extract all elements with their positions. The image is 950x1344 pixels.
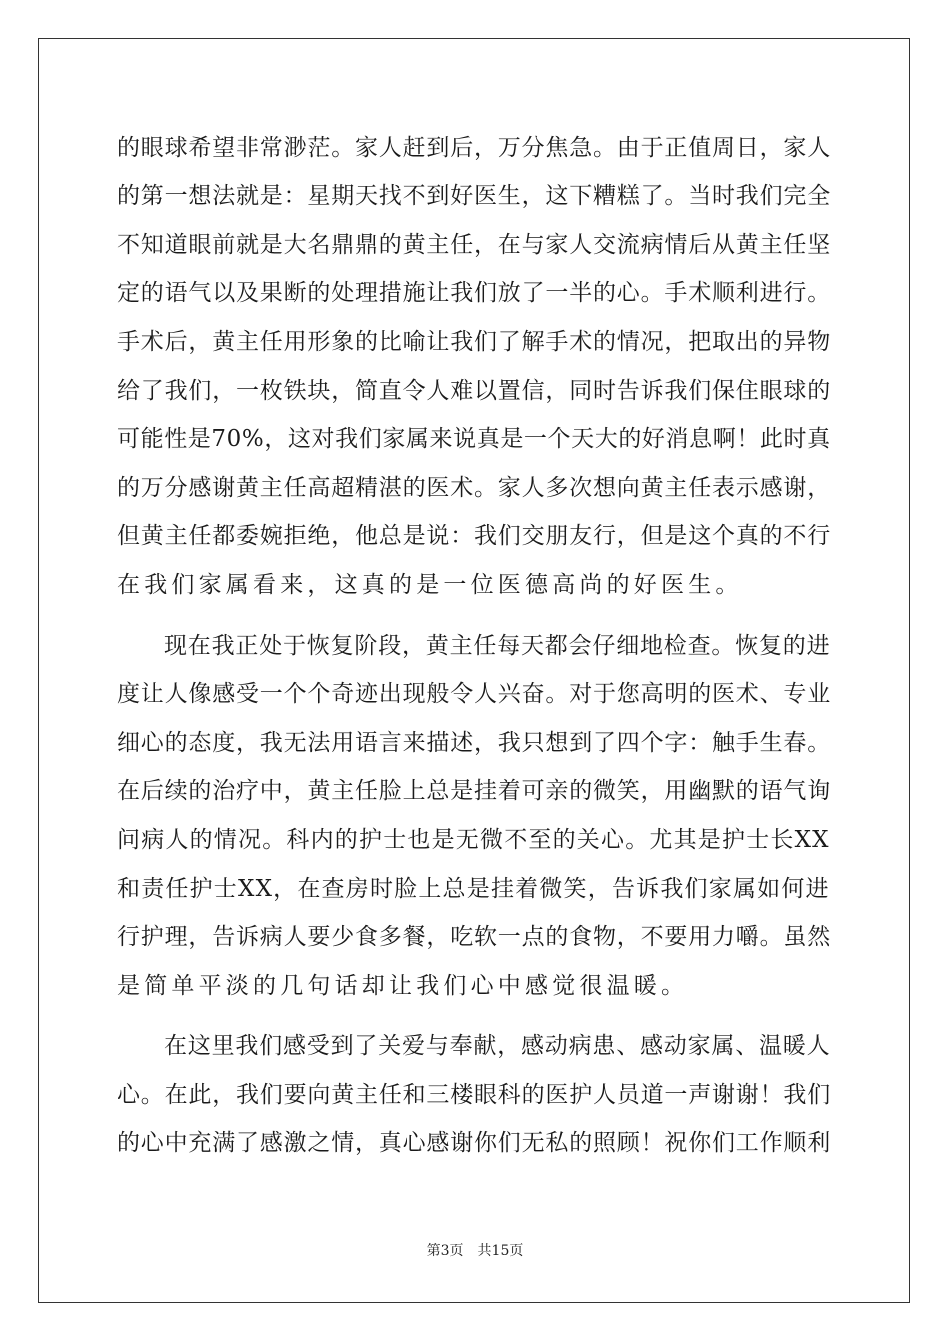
- text-line: 的眼球希望非常渺茫。家人赶到后，万分焦急。由于正值周日，家人: [117, 135, 831, 161]
- text-line: 现在我正处于恢复阶段，黄主任每天都会仔细地检查。恢复的进: [164, 633, 831, 659]
- text-line: 心。在此，我们要向黄主任和三楼眼科的医护人员道一声谢谢！我们: [117, 1082, 831, 1108]
- text-line: 但黄主任都委婉拒绝，他总是说：我们交朋友行，但是这个真的不行: [117, 523, 831, 549]
- text-line: 的心中充满了感激之情，真心感谢你们无私的照顾！祝你们工作顺利: [117, 1130, 831, 1156]
- page-number: 第3页 共15页: [426, 1243, 524, 1259]
- text-line: 和责任护士XX，在查房时脸上总是挂着微笑，告诉我们家属如何进: [117, 876, 830, 902]
- text-line: 可能性是70%，这对我们家属来说真是一个天大的好消息啊！此时真: [117, 426, 831, 452]
- text-line: 的第一想法就是：星期天找不到好医生，这下糟糕了。当时我们完全: [117, 183, 831, 209]
- text-line: 给了我们，一枚铁块，简直令人难以置信，同时告诉我们保住眼球的: [117, 378, 831, 404]
- text-line: 是简单平淡的几句话却让我们心中感觉很温暖。: [117, 973, 689, 999]
- text-line: 定的语气以及果断的处理措施让我们放了一半的心。手术顺利进行。: [117, 280, 831, 306]
- text-line: 在我们家属看来，这真的是一位医德高尚的好医生。: [117, 572, 743, 598]
- text-line: 在这里我们感受到了关爱与奉献，感动病患、感动家属、温暖人: [164, 1033, 831, 1059]
- text-line: 细心的态度，我无法用语言来描述，我只想到了四个字：触手生春。: [117, 730, 831, 756]
- text-line: 在后续的治疗中，黄主任脸上总是挂着可亲的微笑，用幽默的语气询: [117, 778, 831, 804]
- text-line: 行护理，告诉病人要少食多餐，吃软一点的食物，不要用力嚼。虽然: [117, 924, 831, 950]
- text-line: 手术后，黄主任用形象的比喻让我们了解手术的情况，把取出的异物: [117, 329, 831, 355]
- text-line: 的万分感谢黄主任高超精湛的医术。家人多次想向黄主任表示感谢，: [117, 475, 831, 501]
- text-line: 度让人像感受一个个奇迹出现般令人兴奋。对于您高明的医术、专业: [117, 681, 831, 707]
- text-line: 问病人的情况。科内的护士也是无微不至的关心。尤其是护士长XX: [117, 827, 830, 853]
- text-line: 不知道眼前就是大名鼎鼎的黄主任，在与家人交流病情后从黄主任坚: [117, 232, 831, 258]
